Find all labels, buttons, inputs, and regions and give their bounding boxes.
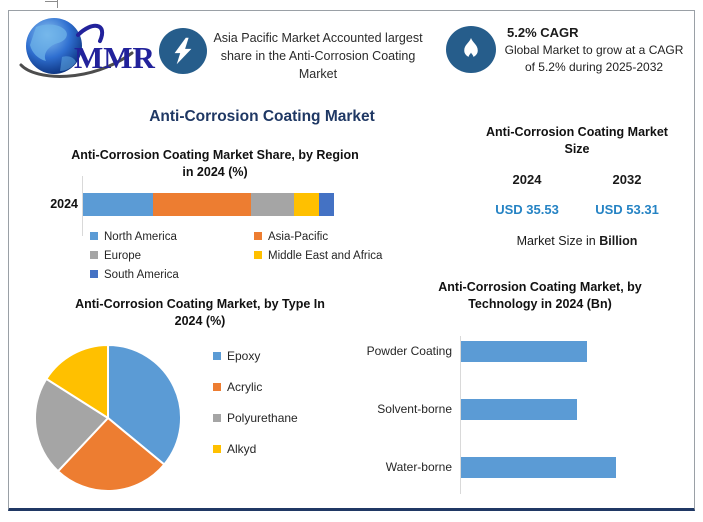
type-chart-legend bbox=[213, 350, 298, 474]
legend-label: Alkyd bbox=[227, 442, 257, 456]
market-size-values bbox=[477, 202, 677, 217]
legend-label: North America bbox=[104, 231, 177, 243]
highlight-text: Asia Pacific Market Accounted largest share in the Anti-Corrosion Coating Market bbox=[213, 31, 423, 81]
legend-item-middle-east-and-africa bbox=[254, 250, 382, 262]
flame-icon bbox=[458, 35, 484, 65]
legend-marker-middle-east-and-africa bbox=[254, 251, 262, 259]
legend-marker-asia-pacific bbox=[254, 232, 262, 240]
page-title: Anti-Corrosion Coating Market bbox=[149, 108, 375, 125]
tech-row-powder-coating bbox=[352, 341, 687, 362]
market-size-years bbox=[477, 172, 677, 187]
legend-marker-polyurethane bbox=[213, 414, 221, 422]
legend-item-acrylic bbox=[213, 381, 298, 393]
crop-artifact-tick bbox=[57, 0, 58, 8]
legend-marker-europe bbox=[90, 251, 98, 259]
legend-item-epoxy bbox=[213, 350, 298, 362]
region-chart-category-label: 2024 bbox=[50, 197, 78, 211]
legend-marker-south-america bbox=[90, 270, 98, 278]
type-pie-chart bbox=[33, 343, 183, 493]
legend-marker-alkyd bbox=[213, 445, 221, 453]
year-2024-label: 2024 bbox=[512, 172, 542, 187]
legend-label: Europe bbox=[104, 250, 142, 262]
mmr-logo bbox=[16, 13, 158, 83]
legend-item-alkyd bbox=[213, 443, 298, 455]
lightning-badge bbox=[159, 28, 207, 74]
globe-icon bbox=[16, 13, 158, 83]
legend-label: Asia-Pacific bbox=[268, 231, 329, 243]
market-size-title: Anti-Corrosion Coating Market Size bbox=[486, 125, 668, 156]
tech-bar-water-borne bbox=[461, 457, 616, 478]
flame-badge bbox=[446, 26, 496, 73]
region-segment-europe bbox=[251, 193, 294, 216]
footnote-unit: Billion bbox=[599, 234, 638, 248]
legend-item-south-america bbox=[90, 269, 250, 281]
region-segment-north-america bbox=[83, 193, 153, 216]
legend-label: Epoxy bbox=[227, 349, 261, 363]
legend-label: Polyurethane bbox=[227, 411, 298, 425]
tech-bar-label: Solvent-borne bbox=[377, 402, 452, 416]
technology-bar-chart bbox=[352, 336, 687, 494]
legend-item-north-america bbox=[90, 231, 250, 243]
region-segment-middle-east-and-africa bbox=[294, 193, 319, 216]
tech-bar-solvent-borne bbox=[461, 399, 577, 420]
market-size-footnote bbox=[477, 234, 677, 248]
type-chart-title: Anti-Corrosion Coating Market, by Type In 2024 (%) bbox=[75, 297, 325, 328]
tech-row-solvent-borne bbox=[352, 399, 687, 420]
legend-marker-epoxy bbox=[213, 352, 221, 360]
tech-row-water-borne bbox=[352, 457, 687, 478]
cagr-text: Global Market to grow at a CAGR of 5.2% during 2025-2032 bbox=[504, 43, 684, 74]
legend-label: Acrylic bbox=[227, 380, 263, 394]
cagr-heading: 5.2% CAGR bbox=[507, 25, 579, 40]
tech-bar-label: Powder Coating bbox=[366, 344, 452, 358]
value-2032: USD 53.31 bbox=[595, 202, 659, 217]
footnote-prefix: Market Size in bbox=[516, 234, 600, 248]
legend-label: South America bbox=[104, 269, 179, 281]
legend-marker-acrylic bbox=[213, 383, 221, 391]
region-chart-title: Anti-Corrosion Coating Market Share, by Region in 2024 (%) bbox=[71, 148, 359, 179]
legend-item-asia-pacific bbox=[254, 231, 382, 243]
tech-bar-powder-coating bbox=[461, 341, 587, 362]
legend-marker-north-america bbox=[90, 232, 98, 240]
legend-item-polyurethane bbox=[213, 412, 298, 424]
value-2024: USD 35.53 bbox=[495, 202, 559, 217]
legend-label: Middle East and Africa bbox=[268, 250, 383, 262]
logo-text: MMR bbox=[74, 40, 155, 75]
region-segment-south-america bbox=[319, 193, 334, 216]
region-chart-legend bbox=[90, 231, 382, 281]
legend-item-europe bbox=[90, 250, 250, 262]
region-stacked-bar bbox=[83, 193, 334, 216]
tech-bar-label: Water-borne bbox=[385, 460, 452, 474]
region-segment-asia-pacific bbox=[153, 193, 251, 216]
year-2032-label: 2032 bbox=[612, 172, 642, 187]
lightning-icon bbox=[169, 36, 197, 66]
technology-chart-title: Anti-Corrosion Coating Market, by Technology in 2024 (Bn) bbox=[438, 280, 642, 311]
